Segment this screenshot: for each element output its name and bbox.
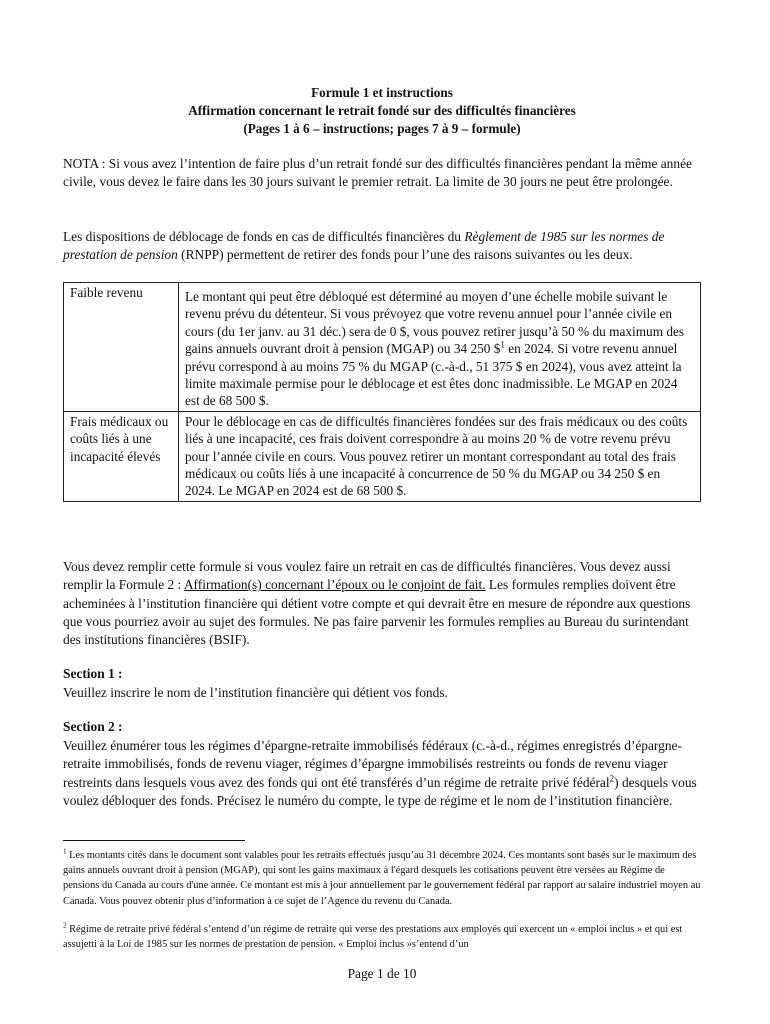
footnote-2-number: 2	[63, 921, 67, 930]
low-income-description	[179, 283, 701, 412]
footnote-separator	[63, 840, 245, 841]
document-heading	[63, 84, 701, 138]
section-1-title: Section 1 :	[63, 666, 123, 681]
footnote-ref-2: 2	[609, 773, 615, 784]
withdrawal-reasons-table	[63, 282, 701, 502]
table-row-low-income	[64, 283, 701, 412]
heading-line-2: Affirmation concernant le retrait fondé sur des difficultés financières	[188, 103, 576, 118]
footnote-2-text: Régime de retraite privé fédéral s’entend d’un régime de retraite qui verse des prestations aux employés qui exercent un « emploi inclus » et qui est assujetti à la Loi de 1985 sur les normes de prestation de pension. « Emploi inclus »s’entend d’un	[63, 924, 683, 951]
instructions-text-after: Les formules remplies doivent être acheminées à l’institution financière qui détient votre compte et qui devrait être en mesure de répondre aux questions que vous pourriez avoir au sujet des formules. Ne pas faire parvenir les formules remplies au Bureau du surintendant des institutions financières (BSIF).	[63, 577, 691, 648]
intro-text-before: Les dispositions de déblocage de fonds en cas de difficultés financières du	[63, 229, 465, 244]
intro-text-after: (RNPP) permettent de retirer des fonds pour l’une des raisons suivantes ou les deux.	[177, 247, 633, 263]
footnote-2	[63, 922, 703, 952]
low-income-text-a: Le montant qui peut être débloqué est déterminé au moyen d’une échelle mobile suivant le revenu prévu du détenteur. Si vous prévoyez que votre revenu annuel pour l’année civile en cours (du 1er janv. au 31 déc.) sera de 0 $, vous pouvez retirer jusqu’à 50 % du maximum des gains annuels ouvrant droit à pension (MGAP) ou 34 250 $	[185, 289, 685, 357]
low-income-text-b: en 2024. Si votre revenu annuel prévu correspond à au moins 75 % du MGAP (c.-à-d., 51 375 $ en 2024), vous avez atteint la limite maximale permise pour le déblocage et est êtes donc inadmissible. Le MGAP en 2024 est de 68 500 $.	[185, 341, 682, 409]
section-1-text: Veuillez inscrire le nom de l’institution financière qui détient vos fonds.	[63, 685, 448, 700]
section-2-text-a: Veuillez énumérer tous les régimes d’épargne-retraite immobilisés fédéraux (c.-à-d., régimes enregistrés d’épargne-retraite immobilisés, fonds de revenu viager, régimes d’épargne immobilisés restreints ou fonds de revenu viager restreints dans lesquels vous avez des fonds qui ont été transférés d’un régime de retraite privé fédéral	[63, 738, 682, 790]
footnote-ref-1: 1	[500, 339, 505, 350]
form-2-link[interactable]: Affirmation(s) concernant l’époux ou le conjoint de fait.	[183, 577, 486, 593]
low-income-label: Faible revenu	[64, 283, 179, 412]
section-2-title: Section 2 :	[63, 719, 123, 734]
medical-expenses-label: Frais médicaux ou coûts liés à une incapacité élevés	[64, 411, 179, 501]
nota-paragraph: NOTA : Si vous avez l’intention de faire plus d’un retrait fondé sur des difficultés financières pendant la même année civile, vous devez le faire dans les 30 jours suivant le premier retrait. La limite de 30 jours ne peut être prolongée.	[63, 156, 692, 190]
instructions-paragraph	[63, 558, 703, 649]
page-number: Page 1 de 10	[347, 966, 417, 981]
section-2-text-b: ) desquels vous voulez débloquer des fonds. Précisez le numéro du compte, le type de régime et le nom de l’institution financière.	[63, 774, 697, 808]
medical-expenses-description: Pour le déblocage en cas de difficultés financières fondées sur des frais médicaux ou des coûts liés à une incapacité, ces frais doivent correspondre à au moins 20 % de votre revenu prévu pour l’année civile en cours. Vous pouvez retirer un montant correspondant au total des frais médicaux ou coûts liés à une incapacité à concurrence de 50 % du MGAP ou 34 250 $ en 2024. Le MGAP en 2024 est de 68 500 $.	[179, 411, 701, 501]
section-2-text	[63, 737, 703, 810]
intro-paragraph	[63, 228, 703, 265]
heading-line-3: (Pages 1 à 6 – instructions; pages 7 à 9 – formule)	[243, 121, 521, 136]
table-row-medical-expenses	[64, 411, 701, 501]
footnote-1-number: 1	[63, 847, 67, 856]
footnote-1-text: Les montants cités dans le document sont valables pour les retraits effectués jusqu’au 31 décembre 2024. Ces montants sont basés sur le maximum des gains annuels ouvrant droit à pension (MGAP), qui sont les gains maximaux à l'égard desquels les cotisations peuvent être versées au Régime de pensions du Canada au cours d'une année. Ce montant est mis à jour annuellement par le gouvernement fédéral par rapport au salaire industriel moyen au Canada. Vous pouvez obtenir plus d’information à ce sujet de l’Agence du revenu du Canada.	[63, 850, 701, 907]
footnote-1	[63, 848, 703, 909]
intro-regulation-title: Règlement de 1985 sur les normes de prestation de pension	[63, 229, 665, 263]
heading-line-1: Formule 1 et instructions	[311, 85, 453, 100]
instructions-text-before: Vous devez remplir cette formule si vous voulez faire un retrait en cas de difficultés financières. Vous devez aussi remplir la Formule 2 :	[63, 559, 671, 593]
